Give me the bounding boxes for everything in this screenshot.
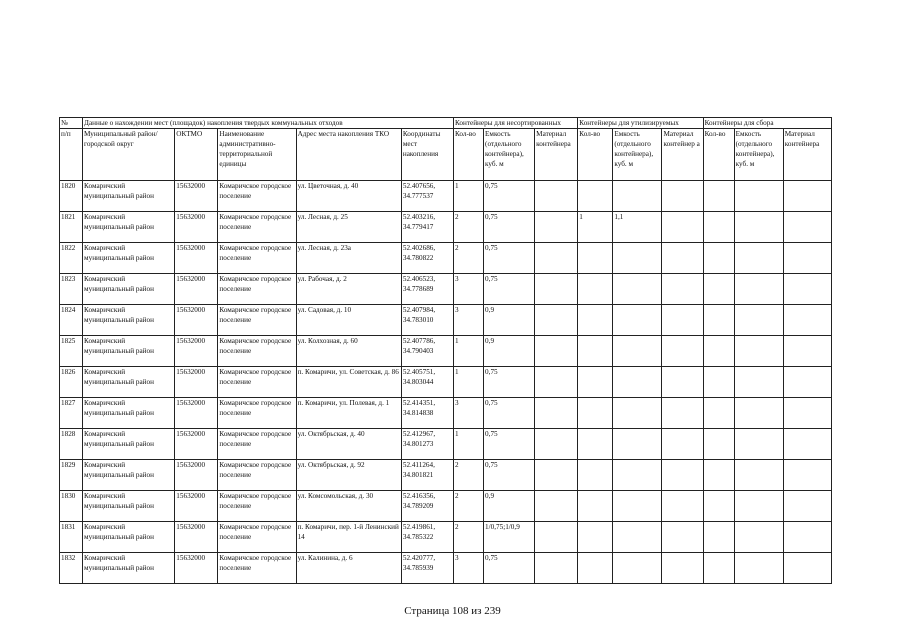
collection-count-cell (703, 429, 734, 460)
table-body (60, 181, 832, 584)
table-row (60, 336, 832, 367)
district-cell: Комаричский муниципальный район (83, 181, 175, 212)
table-row (60, 274, 832, 305)
collection-material-cell (783, 212, 831, 243)
collection-capacity-cell (734, 460, 783, 491)
unsorted-capacity-cell: 0,75 (484, 553, 535, 584)
oktmo-cell: 15632000 (175, 212, 218, 243)
unit-cell: Комаричское городское поселение (218, 181, 296, 212)
unsorted-count-cell: 1 (453, 336, 483, 367)
oktmo-cell: 15632000 (175, 367, 218, 398)
unit-cell: Комаричское городское поселение (218, 429, 296, 460)
group-recycle-header: Контейнеры для утилизируемых (578, 118, 703, 129)
header-row-groups (60, 118, 832, 129)
recycle-count-cell (578, 367, 613, 398)
oktmo-cell: 15632000 (175, 336, 218, 367)
oktmo-cell: 15632000 (175, 398, 218, 429)
unsorted-capacity-cell: 0,75 (484, 181, 535, 212)
unsorted-capacity-cell: 0,75 (484, 398, 535, 429)
unit-cell: Комаричское городское поселение (218, 367, 296, 398)
district-cell: Комаричский муниципальный район (83, 491, 175, 522)
header-row-columns (60, 129, 832, 181)
oktmo-cell: 15632000 (175, 553, 218, 584)
district-cell: Комаричский муниципальный район (83, 553, 175, 584)
recycle-capacity-cell (613, 305, 662, 336)
col-r-material-header: Материал контейнер а (662, 129, 703, 181)
collection-count-cell (703, 274, 734, 305)
registry-table (59, 117, 832, 584)
recycle-capacity-cell (613, 491, 662, 522)
coordinates-cell: 52.406523, 34.778689 (401, 274, 453, 305)
page-number: Страница 108 из 239 (404, 605, 501, 617)
collection-capacity-cell (734, 243, 783, 274)
collection-count-cell (703, 460, 734, 491)
col-pp-header: п/п (60, 129, 83, 181)
collection-material-cell (783, 429, 831, 460)
recycle-material-cell (662, 181, 703, 212)
unsorted-count-cell: 2 (453, 212, 483, 243)
collection-capacity-cell (734, 336, 783, 367)
unsorted-material-cell (535, 212, 578, 243)
recycle-capacity-cell (613, 553, 662, 584)
district-cell: Комаричский муниципальный район (83, 367, 175, 398)
coordinates-cell: 52.411264, 34.801821 (401, 460, 453, 491)
address-cell: ул. Октябрьская, д. 92 (296, 460, 401, 491)
recycle-count-cell (578, 429, 613, 460)
group-location-header: Данные о нахождении мест (площадок) накопления твердых коммунальных отходов (83, 118, 454, 129)
collection-material-cell (783, 336, 831, 367)
collection-count-cell (703, 305, 734, 336)
collection-capacity-cell (734, 553, 783, 584)
district-cell: Комаричский муниципальный район (83, 336, 175, 367)
unsorted-material-cell (535, 429, 578, 460)
unit-cell: Комаричское городское поселение (218, 522, 296, 553)
unit-cell: Комаричское городское поселение (218, 460, 296, 491)
table-row (60, 553, 832, 584)
recycle-material-cell (662, 522, 703, 553)
collection-material-cell (783, 398, 831, 429)
collection-capacity-cell (734, 429, 783, 460)
row-number: 1822 (60, 243, 83, 274)
recycle-material-cell (662, 305, 703, 336)
col-r-count-header: Кол-во (578, 129, 613, 181)
col-u-material-header: Материал контейнера (535, 129, 578, 181)
recycle-count-cell (578, 181, 613, 212)
row-number: 1826 (60, 367, 83, 398)
unsorted-count-cell: 1 (453, 367, 483, 398)
oktmo-cell: 15632000 (175, 460, 218, 491)
unsorted-count-cell: 3 (453, 398, 483, 429)
unit-cell: Комаричское городское поселение (218, 243, 296, 274)
unsorted-capacity-cell: 0,75 (484, 212, 535, 243)
recycle-material-cell (662, 336, 703, 367)
collection-material-cell (783, 367, 831, 398)
row-number: 1827 (60, 398, 83, 429)
table-row (60, 460, 832, 491)
collection-material-cell (783, 305, 831, 336)
address-cell: ул. Лесная, д. 25 (296, 212, 401, 243)
unsorted-capacity-cell: 1/0,75;1/0,9 (484, 522, 535, 553)
collection-capacity-cell (734, 181, 783, 212)
collection-count-cell (703, 522, 734, 553)
collection-count-cell (703, 367, 734, 398)
unsorted-count-cell: 2 (453, 491, 483, 522)
coordinates-cell: 52.407656, 34.777537 (401, 181, 453, 212)
oktmo-cell: 15632000 (175, 491, 218, 522)
district-cell: Комаричский муниципальный район (83, 398, 175, 429)
coordinates-cell: 52.407786, 34.790403 (401, 336, 453, 367)
row-number: 1820 (60, 181, 83, 212)
row-number: 1831 (60, 522, 83, 553)
recycle-count-cell (578, 491, 613, 522)
unit-cell: Комаричское городское поселение (218, 398, 296, 429)
table-row (60, 243, 832, 274)
table-row (60, 398, 832, 429)
unit-cell: Комаричское городское поселение (218, 274, 296, 305)
recycle-count-cell (578, 336, 613, 367)
group-collection-header: Контейнеры для сбора (703, 118, 831, 129)
collection-material-cell (783, 491, 831, 522)
table-row (60, 181, 832, 212)
recycle-material-cell (662, 367, 703, 398)
unsorted-capacity-cell: 0,75 (484, 367, 535, 398)
unit-cell: Комаричское городское поселение (218, 491, 296, 522)
row-number: 1830 (60, 491, 83, 522)
oktmo-cell: 15632000 (175, 181, 218, 212)
oktmo-cell: 15632000 (175, 274, 218, 305)
recycle-count-cell (578, 274, 613, 305)
coordinates-cell: 52.403216, 34.779417 (401, 212, 453, 243)
col-coords-header: Координаты мест накопления (401, 129, 453, 181)
recycle-material-cell (662, 460, 703, 491)
col-u-capacity-header: Емкость (отдельного контейнера), куб. м (484, 129, 535, 181)
address-cell: ул. Цветочная, д. 40 (296, 181, 401, 212)
address-cell: ул. Лесная, д. 23а (296, 243, 401, 274)
district-cell: Комаричский муниципальный район (83, 460, 175, 491)
collection-capacity-cell (734, 367, 783, 398)
col-district-header: Муниципальный район/городской округ (83, 129, 175, 181)
table-row (60, 491, 832, 522)
unsorted-material-cell (535, 274, 578, 305)
collection-material-cell (783, 460, 831, 491)
collection-material-cell (783, 274, 831, 305)
coordinates-cell: 52.405751, 34.803044 (401, 367, 453, 398)
coordinates-cell: 52.412967, 34.801273 (401, 429, 453, 460)
collection-count-cell (703, 181, 734, 212)
row-number: 1821 (60, 212, 83, 243)
recycle-capacity-cell (613, 243, 662, 274)
table-row (60, 522, 832, 553)
address-cell: ул. Рабочая, д. 2 (296, 274, 401, 305)
unsorted-material-cell (535, 491, 578, 522)
recycle-count-cell (578, 553, 613, 584)
unsorted-capacity-cell: 0,75 (484, 429, 535, 460)
recycle-material-cell (662, 553, 703, 584)
collection-material-cell (783, 243, 831, 274)
unsorted-count-cell: 3 (453, 274, 483, 305)
collection-capacity-cell (734, 522, 783, 553)
recycle-count-cell (578, 305, 613, 336)
recycle-material-cell (662, 429, 703, 460)
recycle-count-cell (578, 460, 613, 491)
row-number: 1824 (60, 305, 83, 336)
row-number: 1832 (60, 553, 83, 584)
unsorted-count-cell: 3 (453, 553, 483, 584)
group-unsorted-header: Контейнеры для несортированных (453, 118, 577, 129)
row-number: 1825 (60, 336, 83, 367)
oktmo-cell: 15632000 (175, 243, 218, 274)
coordinates-cell: 52.407984, 34.783010 (401, 305, 453, 336)
unit-cell: Комаричское городское поселение (218, 553, 296, 584)
address-cell: ул. Садовая, д. 10 (296, 305, 401, 336)
unsorted-capacity-cell: 0,75 (484, 243, 535, 274)
collection-capacity-cell (734, 491, 783, 522)
unsorted-material-cell (535, 336, 578, 367)
recycle-capacity-cell (613, 460, 662, 491)
collection-count-cell (703, 398, 734, 429)
unsorted-material-cell (535, 553, 578, 584)
unsorted-capacity-cell: 0,9 (484, 491, 535, 522)
collection-material-cell (783, 553, 831, 584)
col-oktmo-header: ОКТМО (175, 129, 218, 181)
recycle-capacity-cell (613, 336, 662, 367)
coordinates-cell: 52.419861, 34.785322 (401, 522, 453, 553)
district-cell: Комаричский муниципальный район (83, 305, 175, 336)
coordinates-cell: 52.402686, 34.780822 (401, 243, 453, 274)
unsorted-capacity-cell: 0,75 (484, 460, 535, 491)
recycle-capacity-cell (613, 367, 662, 398)
collection-capacity-cell (734, 274, 783, 305)
row-number: 1828 (60, 429, 83, 460)
col-c-material-header: Материал контейнера (783, 129, 831, 181)
address-cell: ул. Колхозная, д. 60 (296, 336, 401, 367)
collection-capacity-cell (734, 212, 783, 243)
recycle-capacity-cell (613, 274, 662, 305)
row-number: 1829 (60, 460, 83, 491)
col-address-header: Адрес места накопления ТКО (296, 129, 401, 181)
collection-count-cell (703, 553, 734, 584)
recycle-count-cell (578, 398, 613, 429)
coordinates-cell: 52.416356, 34.789209 (401, 491, 453, 522)
oktmo-cell: 15632000 (175, 305, 218, 336)
district-cell: Комаричский муниципальный район (83, 212, 175, 243)
recycle-capacity-cell (613, 429, 662, 460)
address-cell: п. Комаричи, ул. Советская, д. 86 (296, 367, 401, 398)
oktmo-cell: 15632000 (175, 429, 218, 460)
coordinates-cell: 52.414351, 34.814838 (401, 398, 453, 429)
collection-count-cell (703, 336, 734, 367)
recycle-capacity-cell (613, 522, 662, 553)
district-cell: Комаричский муниципальный район (83, 243, 175, 274)
table-row (60, 429, 832, 460)
recycle-capacity-cell (613, 398, 662, 429)
col-u-count-header: Кол-во (453, 129, 483, 181)
recycle-material-cell (662, 398, 703, 429)
unit-cell: Комаричское городское поселение (218, 212, 296, 243)
collection-capacity-cell (734, 398, 783, 429)
address-cell: ул. Калинина, д. 6 (296, 553, 401, 584)
unsorted-capacity-cell: 0,75 (484, 274, 535, 305)
recycle-count-cell (578, 522, 613, 553)
collection-count-cell (703, 243, 734, 274)
recycle-capacity-cell (613, 181, 662, 212)
row-number: 1823 (60, 274, 83, 305)
col-num-header: № (60, 118, 83, 129)
unsorted-material-cell (535, 460, 578, 491)
collection-material-cell (783, 181, 831, 212)
recycle-material-cell (662, 243, 703, 274)
unsorted-count-cell: 3 (453, 305, 483, 336)
recycle-count-cell (578, 243, 613, 274)
district-cell: Комаричский муниципальный район (83, 522, 175, 553)
unsorted-material-cell (535, 522, 578, 553)
collection-count-cell (703, 212, 734, 243)
district-cell: Комаричский муниципальный район (83, 274, 175, 305)
unit-cell: Комаричское городское поселение (218, 305, 296, 336)
unsorted-material-cell (535, 181, 578, 212)
table-row (60, 212, 832, 243)
unsorted-count-cell: 2 (453, 522, 483, 553)
unit-cell: Комаричское городское поселение (218, 336, 296, 367)
oktmo-cell: 15632000 (175, 522, 218, 553)
table-row (60, 367, 832, 398)
col-unit-header: Наименование административно-территориальной единицы (218, 129, 296, 181)
unsorted-material-cell (535, 243, 578, 274)
unsorted-material-cell (535, 305, 578, 336)
unsorted-count-cell: 1 (453, 429, 483, 460)
table-row (60, 305, 832, 336)
recycle-material-cell (662, 274, 703, 305)
address-cell: п. Комаричи, пер. 1-й Ленинский 14 (296, 522, 401, 553)
address-cell: ул. Комсомольская, д. 30 (296, 491, 401, 522)
address-cell: ул. Октябрьская, д. 40 (296, 429, 401, 460)
unsorted-material-cell (535, 367, 578, 398)
district-cell: Комаричский муниципальный район (83, 429, 175, 460)
unsorted-material-cell (535, 398, 578, 429)
coordinates-cell: 52.420777, 34.785939 (401, 553, 453, 584)
collection-material-cell (783, 522, 831, 553)
unsorted-capacity-cell: 0,9 (484, 336, 535, 367)
recycle-material-cell (662, 491, 703, 522)
unsorted-count-cell: 2 (453, 243, 483, 274)
recycle-count-cell: 1 (578, 212, 613, 243)
col-c-capacity-header: Емкость (отдельного контейнера), куб. м (734, 129, 783, 181)
collection-count-cell (703, 491, 734, 522)
recycle-material-cell (662, 212, 703, 243)
address-cell: п. Комаричи, ул. Полевая, д. 1 (296, 398, 401, 429)
recycle-capacity-cell: 1,1 (613, 212, 662, 243)
col-r-capacity-header: Емкость (отдельного контейнера), куб. м (613, 129, 662, 181)
col-c-count-header: Кол-во (703, 129, 734, 181)
unsorted-capacity-cell: 0,9 (484, 305, 535, 336)
unsorted-count-cell: 1 (453, 181, 483, 212)
collection-capacity-cell (734, 305, 783, 336)
unsorted-count-cell: 2 (453, 460, 483, 491)
